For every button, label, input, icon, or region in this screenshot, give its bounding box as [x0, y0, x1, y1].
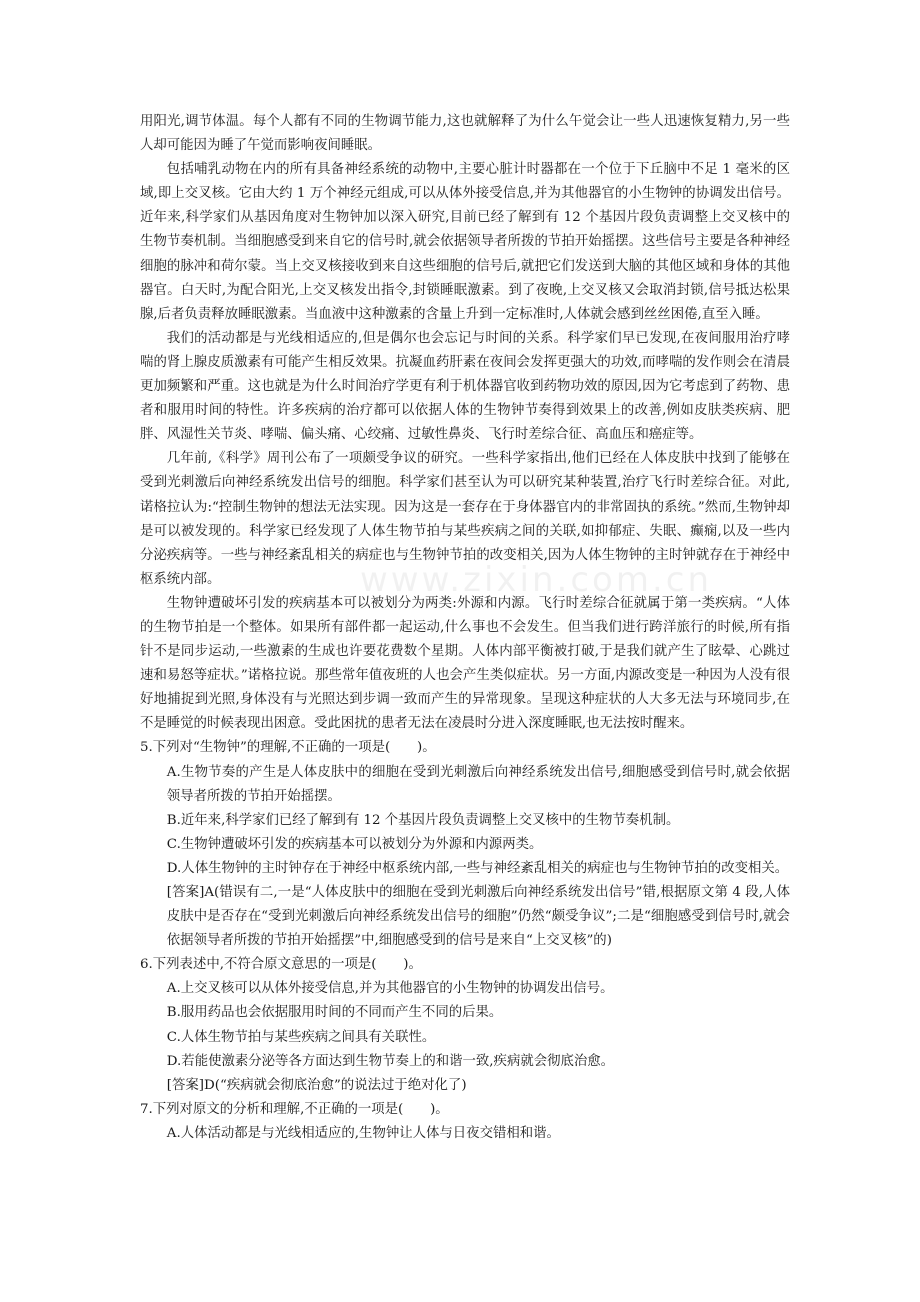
question-6-option-d: D.若能使激素分泌等各方面达到生物节奏上的和谐一致,疾病就会彻底治愈。	[166, 1053, 615, 1069]
question-5-option-d: D.人体生物钟的主时钟存在于神经中枢系统内部,一些与神经紊乱相关的病症也与生物钟节拍的改变相关。	[166, 860, 789, 876]
question-5-option-b: B.近年来,科学家们已经了解到有 12 个基因片段负责调整上交叉核中的生物节奏机制。	[166, 812, 680, 828]
question-6-stem: 6.下列表述中,不符合原文意思的一项是( )。	[140, 957, 422, 973]
watermark: www.zixin.com.cn	[360, 560, 712, 600]
question-5-stem: 5.下列对“生物钟”的理解,不正确的一项是( )。	[140, 740, 436, 756]
question-5-answer: [答案]A(错误有二,一是“人体皮肤中的细胞在受到光刺激后向神经系统发出信号”错,根据原文第 4 段,人体皮肤中是否存在“受到光刺激后向神经系统发出信号的细胞”仍然“颇受争议”;二是“细胞感受到信号时,就会依据领导者所拨的节拍开始摇摆”中,细胞感受到的信号是来自“上交叉核”的)	[166, 885, 790, 949]
question-7-option-a: A.人体活动都是与光线相适应的,生物钟让人体与日夜交错相和谐。	[166, 1125, 560, 1141]
paragraph-5: 生物钟遭破坏引发的疾病基本可以被划分为两类:外源和内源。飞行时差综合征就属于第一类疾病。“人体的生物节拍是一个整体。如果所有部件都一起运动,什么事也不会发生。但当我们进行跨洋旅行的时候,所有指针不是同步运动,一些激素的生成也许要花费数个星期。人体内部平衡被打破,于是我们就产生了眩晕、心跳过速和易怒等症状。”诺格拉说。那些常年值夜班的人也会产生类似症状。另一方面,内源改变是一种因为人没有很好地捕捉到光照,身体没有与光照达到步调一致而产生的异常现象。呈现这种症状的人大多无法与环境同步,在不是睡觉的时候表现出困意。受此困扰的患者无法在凌晨时分进入深度睡眠,也无法按时醒来。	[140, 595, 790, 732]
question-6-option-b: B.服用药品也会依据服用时间的不同而产生不同的后果。	[166, 1005, 503, 1021]
question-5-option-c: C.生物钟遭破坏引发的疾病基本可以被划分为外源和内源两类。	[166, 836, 543, 852]
paragraph-2: 包括哺乳动物在内的所有具备神经系统的动物中,主要心脏计时器都在一个位于下丘脑中不足 1 毫米的区域,即上交叉核。它由大约 1 万个神经元组成,可以从体外接受信息,并为其他器官的小生物钟的协调发出信号。 近年来,科学家们从基因角度对生物钟加以深入研究,目前已经了解到有 12 个基因片段负责调整上交叉核中的生物节奏机制。当细胞感受到来自它的信号时,就会依据领导者所拨的节拍开始摇摆。这些信号主要是各种神经细胞的脉冲和荷尔蒙。当上交叉核接收到来自这些细胞的信号后,就把它们发送到大脑的其他区域和身体的其他器官。白天时,为配合阳光,上交叉核发出指令,封锁睡眠激素。到了夜晚,上交叉核又会取消封锁,信号抵达松果腺,后者负责释放睡眠激素。当血液中这种激素的含量上升到一定标准时,人体就会感到丝丝困倦,直至入睡。	[140, 162, 790, 322]
paragraph-1: 用阳光,调节体温。每个人都有不同的生物调节能力,这也就解释了为什么午觉会让一些人迅速恢复精力,另一些人却可能因为睡了午觉而影响夜间睡眠。	[140, 114, 790, 154]
question-6-option-c: C.人体生物节拍与某些疾病之间具有关联性。	[166, 1029, 436, 1045]
question-7-stem: 7.下列对原文的分析和理解,不正确的一项是( )。	[140, 1101, 449, 1117]
question-6-option-a: A.上交叉核可以从体外接受信息,并为其他器官的小生物钟的协调发出信号。	[166, 981, 614, 997]
document-page	[140, 110, 790, 1146]
paragraph-4: 几年前,《科学》周刊公布了一项颇受争议的研究。一些科学家指出,他们已经在人体皮肤中找到了能够在受到光刺激后向神经系统发出信号的细胞。科学家们甚至认为可以研究某种装置,治疗飞行时差综合征。对此,诺格拉认为:“控制生物钟的想法无法实现。因为这是一套存在于身体器官内的非常固执的系统。”然而,生物钟却是可以被发现的。科学家已经发现了人体生物节拍与某些疾病之间的关联,如抑郁症、失眠、癫痫,以及一些内分泌疾病等。一些与神经紊乱相关的病症也与生物钟节拍的改变相关,因为人体生物钟的主时钟就存在于神经中枢系统内部。	[140, 451, 790, 587]
question-5-option-a: A.生物节奏的产生是人体皮肤中的细胞在受到光刺激后向神经系统发出信号,细胞感受到信号时,就会依据领导者所拨的节拍开始摇摆。	[166, 764, 790, 804]
paragraph-3: 我们的活动都是与光线相适应的,但是偶尔也会忘记与时间的关系。科学家们早已发现,在夜间服用治疗哮喘的肾上腺皮质激素有可能产生相反效果。抗凝血药肝素在夜间会发挥更强大的功效,而哮喘的发作则会在清晨更加频繁和严重。这也就是为什么时间治疗学更有利于机体器官收到药物功效的原因,因为它考虑到了药物、患者和服用时间的特性。许多疾病的治疗都可以依据人体的生物钟节奏得到效果上的改善,例如皮肤类疾病、肥胖、风湿性关节炎、哮喘、偏头痛、心绞痛、过敏性鼻炎、飞行时差综合征、高血压和癌症等。	[140, 330, 790, 443]
question-6-answer: [答案]D(“疾病就会彻底治愈”的说法过于绝对化了)	[166, 1077, 467, 1093]
